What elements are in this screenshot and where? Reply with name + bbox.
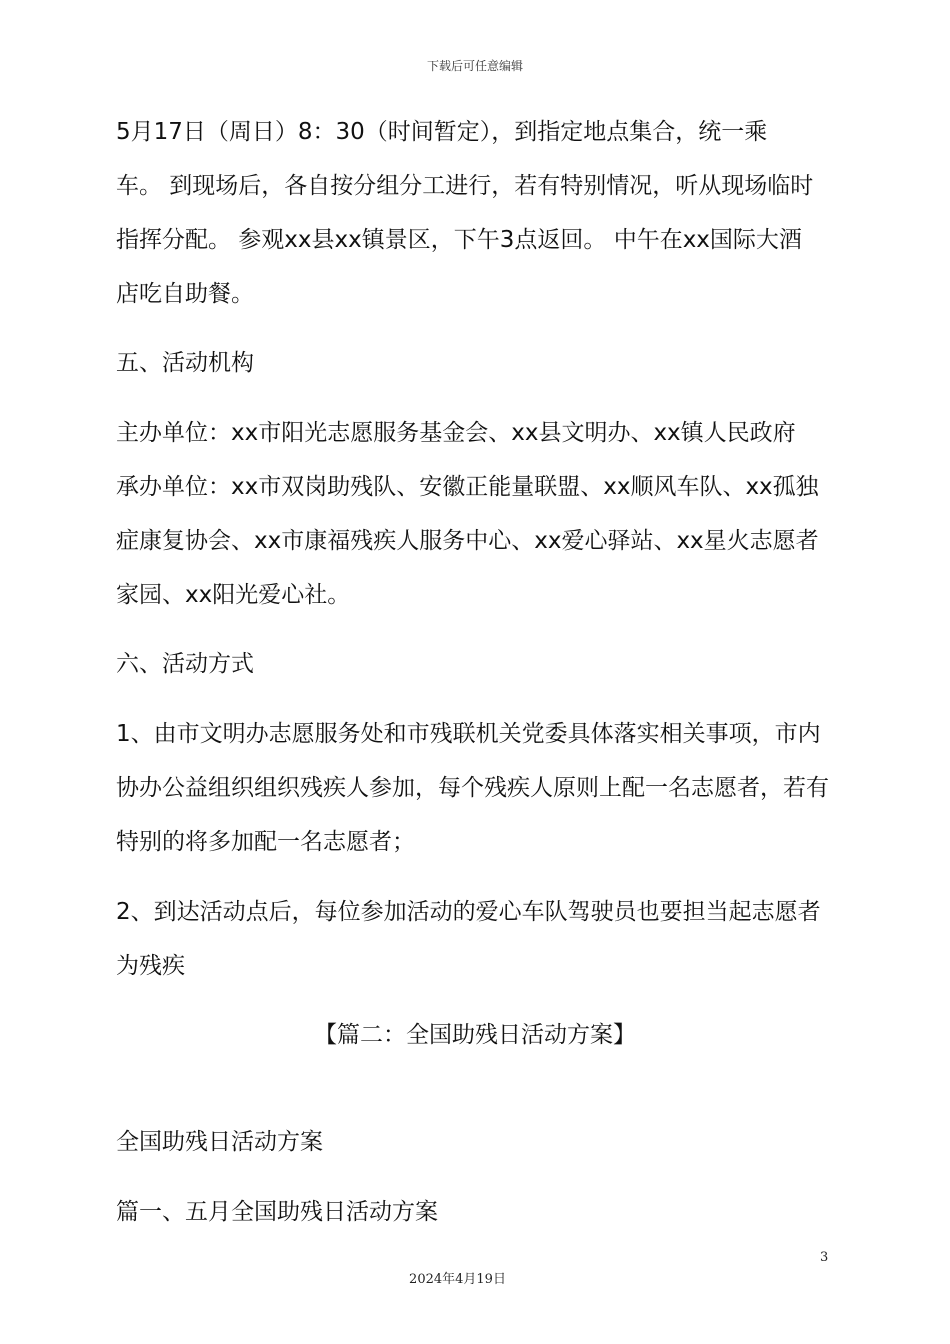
text-line: 车。 到现场后，各自按分组分工进行，若有特别情况，听从现场临时	[116, 173, 814, 199]
part-title: 【篇二：全国助残日活动方案】	[314, 1022, 636, 1048]
text-line: 协办公益组织组织残疾人参加，每个残疾人原则上配一名志愿者，若有	[116, 775, 829, 801]
header-note: 下载后可任意编辑	[426, 59, 523, 73]
method-item-1	[116, 707, 846, 869]
method-item-2	[116, 885, 846, 993]
text-line: 指挥分配。 参观xx县xx镇景区，下午3点返回。 中午在xx国际大酒	[116, 227, 802, 253]
text-line: 2、到达活动点后，每位参加活动的爱心车队驾驶员也要担当起志愿者	[116, 899, 821, 925]
text-line: 家园、xx阳光爱心社。	[116, 582, 351, 608]
schedule-paragraph	[116, 105, 846, 321]
text-line: 症康复协会、xx市康福残疾人服务中心、xx爱心驿站、xx星火志愿者	[116, 528, 819, 554]
text-line: 店吃自助餐。	[116, 281, 254, 307]
section-heading: 六、活动方式	[116, 651, 254, 677]
footer-date: 2024年4月19日	[409, 1272, 506, 1287]
document-title	[116, 1115, 846, 1169]
text-line: 1、由市文明办志愿服务处和市残联机关党委具体落实相关事项，市内	[116, 721, 821, 747]
title-line: 全国助残日活动方案	[116, 1129, 323, 1155]
organizers-paragraph	[116, 406, 846, 622]
section-heading: 五、活动机构	[116, 350, 254, 376]
document-subtitle	[116, 1185, 846, 1239]
page-number: 3	[820, 1250, 829, 1265]
text-line: 为残疾	[116, 953, 185, 979]
subtitle-line: 篇一、五月全国助残日活动方案	[116, 1199, 438, 1225]
text-line: 5月17日（周日）8：30（时间暂定），到指定地点集合，统一乘	[116, 119, 768, 145]
text-line: 承办单位：xx市双岗助残队、安徽正能量联盟、xx顺风车队、xx孤独	[116, 474, 819, 500]
section-heading-organization	[116, 336, 846, 390]
section-heading-method	[116, 637, 846, 691]
text-line: 主办单位：xx市阳光志愿服务基金会、xx县文明办、xx镇人民政府	[116, 420, 796, 446]
text-line: 特别的将多加配一名志愿者；	[116, 829, 415, 855]
